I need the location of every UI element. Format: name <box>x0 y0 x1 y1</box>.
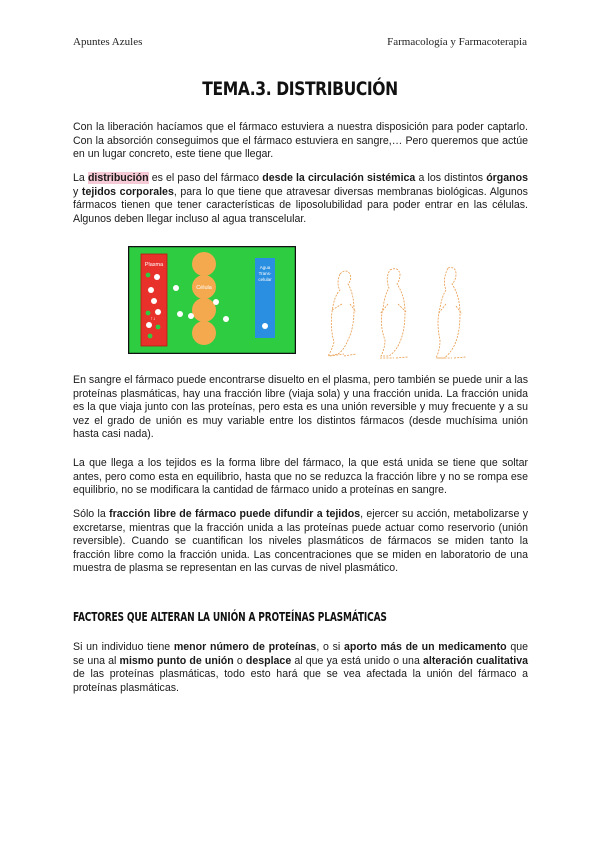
paragraph-free-fraction <box>73 508 528 576</box>
text: a los distintos <box>415 172 487 184</box>
cell <box>192 252 216 276</box>
paragraph-free-form: La que llega a los tejidos es la forma libre del fármaco, la que está unida se tiene que soltar antes, pero como esta en equilibrio, hasta que no se reduzca la fracción libre y no se rompa ese equilibrio, no se modificara la cantidad de fármaco unido a proteínas en sangre. <box>73 457 528 497</box>
free-drug-marker <box>151 298 157 304</box>
bold-text: menor número de proteínas <box>173 641 317 653</box>
header-right: Farmacología y Farmacoterapia <box>387 36 527 48</box>
text: Sólo la <box>73 508 110 520</box>
bold-text: fracción libre de fármaco puede difundir a tejidos <box>109 508 361 520</box>
text: La <box>73 172 88 184</box>
free-drug-marker <box>154 274 160 280</box>
free-drug-marker <box>173 285 179 291</box>
header-left: Apuntes Azules <box>73 36 143 48</box>
distribution-diagram <box>128 246 296 354</box>
section-subtitle: FACTORES QUE ALTERAN LA UNIÓN A PROTEÍNAS PLASMÁTICAS <box>73 609 387 624</box>
protein-bound-marker <box>156 325 161 330</box>
text: que se una al <box>73 641 529 667</box>
meerkat-illustration <box>380 269 408 358</box>
water-label: Trans- <box>258 271 272 276</box>
plasma-label: Plasma <box>144 262 164 268</box>
protein-bound-marker <box>146 311 151 316</box>
bold-text: alteración cualitativa <box>422 654 528 667</box>
meerkat-illustration <box>436 268 466 358</box>
water-label: celular <box>258 277 272 282</box>
bold-text: aporto más de un medicamento <box>343 641 507 653</box>
paragraph-plasma-binding: En sangre el fármaco puede encontrarse disuelto en el plasma, pero también se puede unir a las proteínas plasmáticas, hay una fracción libre (viaja sola) y una fracción unida. La fracción unida es la que viaja junto con las proteínas, pero esta es una unión reversible y muy frecuente y a su vez el grado de unión es muy variable entre los distintos fármacos (desde muchísima unión hasta casi nada). <box>73 374 528 441</box>
text: o <box>233 654 246 667</box>
text: al que ya está unido o una <box>291 654 423 667</box>
free-drug-marker <box>155 309 161 315</box>
paragraph-distribution <box>73 172 528 226</box>
free-drug-marker <box>177 311 183 317</box>
meerkat-sketches <box>300 264 480 364</box>
text: , o si <box>316 641 344 653</box>
text: Si un individuo tiene <box>73 641 174 653</box>
bold-text: desde la circulación sistémica <box>262 172 416 184</box>
free-drug-marker <box>213 299 219 305</box>
text: , para lo que tiene que atravesar diversas membranas biológicas. Algunos fármacos tienen que tener características de liposolubilidad para poder entrar en las células. Algunos deben llegar incluso al agua transcelular. <box>73 185 528 225</box>
bold-tejidos: tejidos corporales <box>81 185 174 198</box>
paragraph-intro: Con la liberación hacíamos que el fármaco estuviera a nuestra disposición para poder captarlo. Con la absorción conseguimos que el fármaco estuviera en sangre,… Pero queremos que actúe en un lugar concreto, este tiene que llegar. <box>73 121 528 161</box>
free-drug-marker <box>262 323 268 329</box>
free-drug-marker <box>223 316 229 322</box>
cell <box>192 298 216 322</box>
text: , ejercer su acción, metabolizarse y excretarse, mientras que la fracción unida a las proteínas puede actuar como reservorio (unión reversible). Cuando se cuantifican los niveles plasmáticos de fármacos se miden tanto la fracción libre como la fracción unida. Las concentraciones que se miden en laboratorio de una muestra de plasma se representan en las curvas de nivel plasmático. <box>73 508 528 575</box>
free-drug-marker <box>148 287 154 293</box>
bold-organos: órganos <box>486 172 528 184</box>
bold-text: mismo punto de unión <box>119 654 234 667</box>
text: de las proteínas plasmáticas, todo esto hará que se vea afectada la unión del fármaco a proteínas plasmáticas. <box>73 668 528 694</box>
protein-bound-marker <box>146 273 151 278</box>
protein-bound-marker <box>148 334 153 339</box>
bold-text: desplace <box>245 654 292 667</box>
term-distribucion: distribución <box>87 172 149 184</box>
water-label: Agua <box>259 265 271 270</box>
free-drug-marker <box>188 313 194 319</box>
cell <box>192 321 216 345</box>
text: y <box>73 185 82 198</box>
free-drug-marker <box>146 322 152 328</box>
paragraph-factors <box>73 641 528 695</box>
equilibrium-arrows: ↑↓ <box>150 316 156 322</box>
meerkat-illustration <box>328 271 356 356</box>
text: es el paso del fármaco <box>148 172 263 184</box>
cell-label: Célula <box>196 285 212 291</box>
page-title: TEMA.3. DISTRIBUCIÓN <box>202 78 398 100</box>
